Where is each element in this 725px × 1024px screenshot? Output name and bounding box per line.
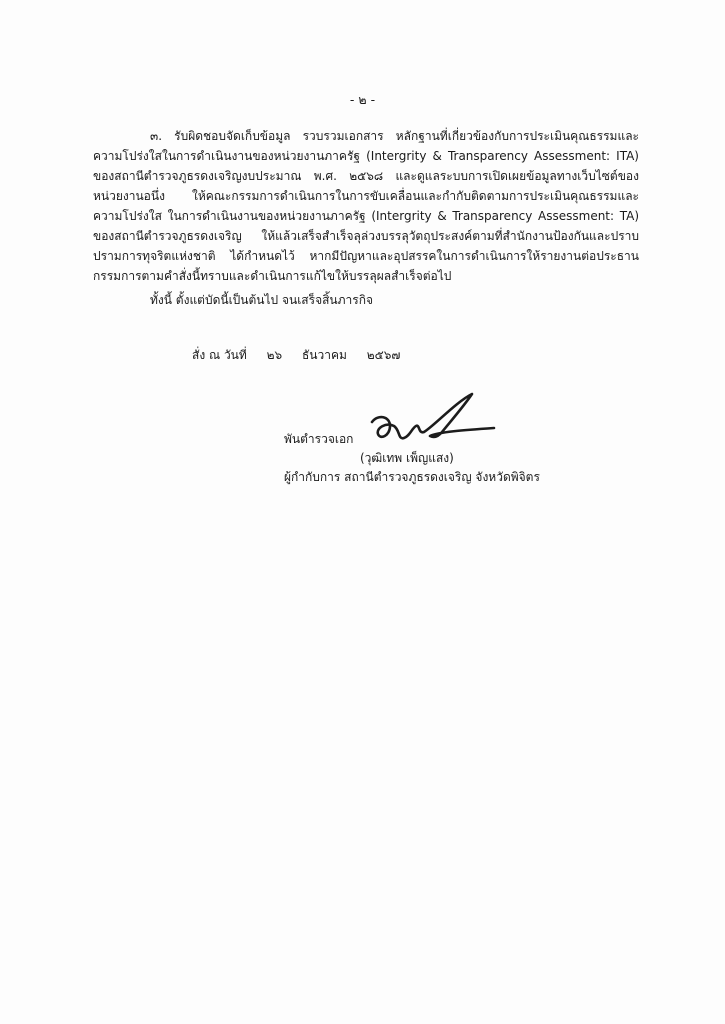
page-number: - ๒ -	[349, 92, 376, 107]
paragraph-item-3-text: ๓. รับผิดชอบจัดเก็บข้อมูล รวบรวมเอกสาร หลักฐานที่เกี่ยวข้องกับการประเมินคุณธรรมและ ความโปร่งใสในการดำเนินงานของหน่วยงานภาครัฐ (Intergrity & Transparency Assessment: ITA) ของสถานีตำรวจภูธรดงเจริญงบประมาณ พ.ศ. ๒๕๖๘ และดูแลระบบการเปิดเผยข้อมูลทางเว็บไซต์ของหน่วยงานอนึ่ง ให้คณะกรรมการดำเนินการในการขับเคลื่อนและกำกับติดตามการประเมินคุณธรรมและความโปร่งใส ในการดำเนินงานของหน่วยงานภาครัฐ (Intergrity & Transparency Assessment: TA) ของสถานีตำรวจภูธรดงเจริญ ให้แล้วเสร็จสำเร็จลุล่วงบรรลุวัตถุประสงค์ตามที่สำนักงานป้องกันและปราบปรามการทุจริตแห่งชาติ ได้กำหนดไว้ หากมีปัญหาและอุปสรรคในการดำเนินการให้รายงานต่อประธานกรรมการตามคำสั่งนี้ทราบและดำเนินการแก้ไขให้บรรลุผลสำเร็จต่อไป	[93, 129, 639, 283]
date-year: ๒๕๖๗	[366, 348, 401, 362]
order-date	[192, 345, 416, 365]
paragraph-item-3	[93, 126, 639, 286]
signature-stroke	[372, 394, 494, 438]
date-prefix: สั่ง ณ วันที่	[192, 348, 247, 362]
date-day: ๒๖	[266, 348, 283, 362]
signer-name: (วุฒิเทพ เพ็ญแสง)	[360, 451, 454, 465]
date-month: ธันวาคม	[301, 348, 347, 362]
signer-title: ผู้กำกับการ สถานีตำรวจภูธรดงเจริญ จังหวัดพิจิตร	[284, 470, 540, 484]
handwritten-signature	[368, 392, 498, 448]
signer-rank: พันตำรวจเอก	[284, 432, 354, 446]
closing-statement: ทั้งนี้ ตั้งแต่บัดนี้เป็นต้นไป จนเสร็จสิ้นภารกิจ	[150, 293, 374, 307]
